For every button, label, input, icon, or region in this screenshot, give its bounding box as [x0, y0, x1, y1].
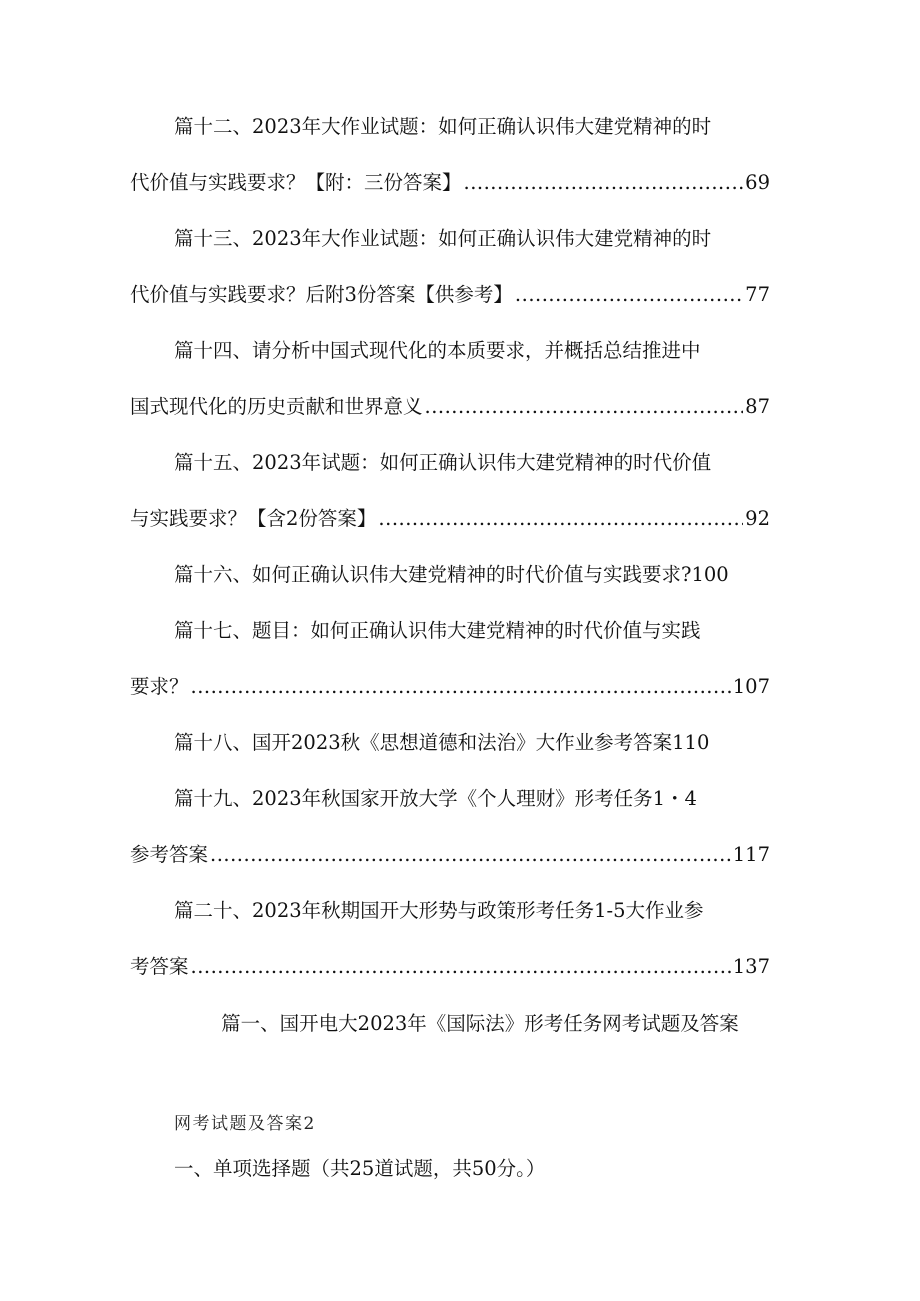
toc-entry-20-title-cont: 考答案 — [130, 955, 189, 978]
toc-entry-12-row[interactable] — [130, 169, 770, 197]
article-heading-text: 篇一、国开电大2023年《国际法》形考任务网考试题及答案 — [221, 1012, 739, 1035]
toc-entry-15-title-cont: 与实践要求？【含2份答案】 — [130, 507, 377, 530]
toc-entry-13-title: 篇十三、2023年大作业试题：如何正确认识伟大建党精神的时 — [174, 227, 712, 250]
toc-entry-18[interactable]: 篇十八、国开2023秋《思想道德和法治》大作业参考答案110 — [174, 731, 710, 754]
toc-entry-15-page: 92 — [745, 507, 770, 530]
toc-leader-dots — [515, 281, 743, 309]
toc-entry-15-title: 篇十五、2023年试题：如何正确认识伟大建党精神的时代价值 — [174, 451, 712, 474]
toc-entry-19-title-cont: 参考答案 — [130, 843, 209, 866]
toc-leader-dots — [425, 393, 744, 421]
toc-entry-14-title: 篇十四、请分析中国式现代化的本质要求，并概括总结推进中 — [174, 339, 701, 362]
toc-entry-14-row[interactable] — [130, 393, 770, 421]
toc-entry-12-title: 篇十二、2023年大作业试题：如何正确认识伟大建党精神的时 — [174, 115, 712, 138]
toc-leader-dots — [378, 505, 743, 533]
toc-leader-dots — [464, 169, 744, 197]
toc-entry-20-row[interactable] — [130, 953, 770, 981]
toc-entry-14-title-cont: 国式现代化的历史贡献和世界意义 — [130, 395, 423, 418]
toc-entry-19-page: 117 — [732, 843, 770, 866]
toc-entry-20-title: 篇二十、2023年秋期国开大形势与政策形考任务1-5大作业参 — [174, 899, 704, 922]
toc-entry-12-title-cont: 代价值与实践要求？【附：三份答案】 — [130, 171, 462, 194]
toc-entry-17-title: 篇十七、题目：如何正确认识伟大建党精神的时代价值与实践 — [174, 619, 701, 642]
toc-entry-19-row[interactable] — [130, 841, 770, 869]
toc-leader-dots — [210, 841, 731, 869]
article-heading — [0, 1010, 920, 1038]
toc-entry-20-page: 137 — [732, 955, 770, 978]
toc-entry-13-title-cont: 代价值与实践要求？后附3份答案【供参考】 — [130, 283, 513, 306]
toc-leader-dots — [191, 953, 731, 981]
toc-entry-17-page: 107 — [732, 675, 770, 698]
toc-entry-16[interactable]: 篇十六、如何正确认识伟大建党精神的时代价值与实践要求?100 — [174, 563, 729, 586]
toc-entry-14-page: 87 — [745, 395, 770, 418]
toc-entry-13-page: 77 — [745, 283, 770, 306]
toc-entry-12-page: 69 — [745, 171, 770, 194]
toc-entry-13-row[interactable] — [130, 281, 770, 309]
subheading: 网考试题及答案2 — [174, 1114, 316, 1134]
toc-entry-19-title: 篇十九、2023年秋国家开放大学《个人理财》形考任务1・4 — [174, 787, 697, 810]
toc-entry-17-row[interactable] — [130, 673, 770, 701]
section-title: 一、单项选择题（共25道试题，共50分。） — [174, 1157, 546, 1180]
toc-entry-15-row[interactable] — [130, 505, 770, 533]
toc-leader-dots — [191, 673, 731, 701]
toc-entry-17-title-cont: 要求？ — [130, 675, 189, 698]
